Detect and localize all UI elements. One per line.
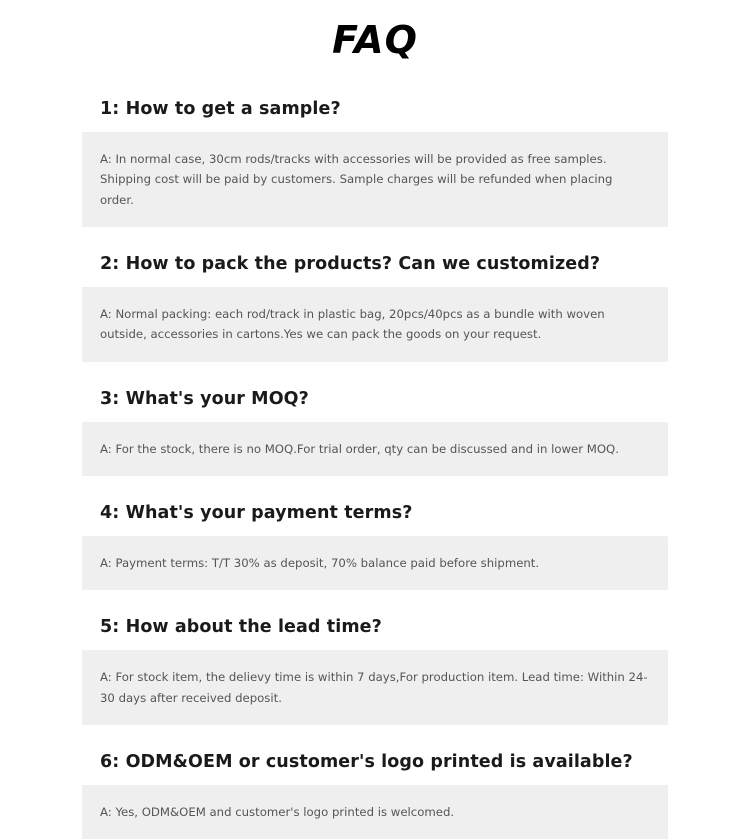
faq-answer [82,785,668,839]
faq-answer [82,132,668,227]
faq-question: 5: How about the lead time? [100,617,382,638]
faq-question: 2: How to pack the products? Can we customized? [100,254,601,275]
faq-answer-text: A: Yes, ODM&OEM and customer's logo printed is welcomed. [100,804,455,819]
faq-answer-text: A: Payment terms: T/T 30% as deposit, 70% balance paid before shipment. [100,555,540,570]
faq-answer [82,536,668,590]
faq-list [0,98,750,839]
faq-answer-text: A: Normal packing: each rod/track in plastic bag, 20pcs/40pcs as a bundle with woven outside, accessories in cartons.Yes we can pack the goods on your request. [100,306,605,342]
faq-answer-text: A: In normal case, 30cm rods/tracks with accessories will be provided as free samples. Shipping cost will be paid by customers. Sample charges will be refunded when placing order. [100,151,613,207]
faq-question: 1: How to get a sample? [100,99,341,119]
faq-answer [82,422,668,476]
faq-item [82,502,668,590]
faq-question: 4: What's your payment terms? [100,503,413,524]
faq-item [82,616,668,725]
faq-item [82,253,668,362]
faq-item [82,751,668,839]
page-title: FAQ [332,18,418,62]
faq-answer [82,287,668,362]
faq-question: 3: What's your MOQ? [100,388,309,409]
faq-answer-text: A: For the stock, there is no MOQ.For trial order, qty can be discussed and in lower MOQ. [100,441,619,456]
faq-item [82,98,668,227]
faq-item [82,388,668,476]
faq-answer-text: A: For stock item, the delievy time is within 7 days,For production item. Lead time: Within 24-30 days after received deposit. [100,670,648,705]
faq-question: 6: ODM&OEM or customer's logo printed is available? [100,751,633,772]
faq-answer [82,650,668,725]
